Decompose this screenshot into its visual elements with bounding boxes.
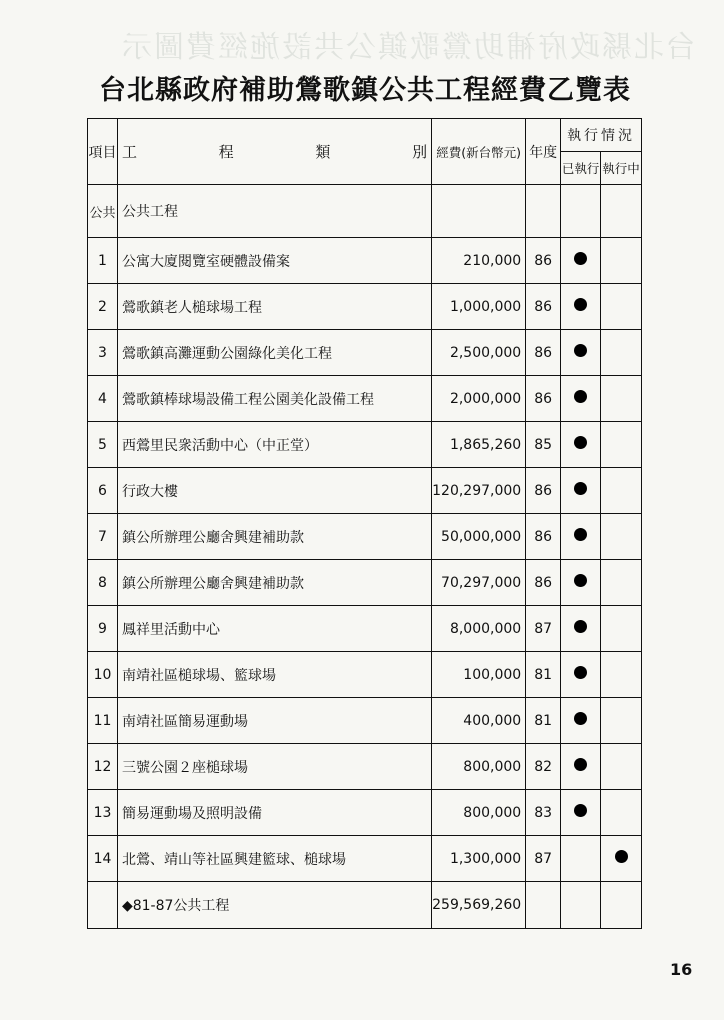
doing-dot-icon (615, 850, 628, 863)
header-name-part: 程 (218, 143, 234, 161)
header-name-part: 工 (121, 143, 137, 161)
row-doing (601, 836, 642, 882)
row-number: 14 (88, 836, 118, 882)
done-dot-icon (574, 252, 587, 265)
empty-cell (601, 185, 642, 238)
done-dot-icon (574, 298, 587, 311)
row-name: 鎮公所辦理公廳舍興建補助款 (117, 560, 431, 606)
row-doing (601, 560, 642, 606)
page-number: 16 (670, 960, 693, 979)
row-done (561, 422, 601, 468)
category-name: 公共工程 (117, 185, 431, 238)
done-dot-icon (574, 344, 587, 357)
done-dot-icon (574, 482, 587, 495)
row-year: 81 (526, 652, 561, 698)
empty-cell (432, 185, 526, 238)
row-done (561, 698, 601, 744)
row-doing (601, 468, 642, 514)
row-done (561, 560, 601, 606)
row-doing (601, 330, 642, 376)
row-amount: 1,300,000 (432, 836, 526, 882)
done-dot-icon (574, 390, 587, 403)
header-doing: 執行中 (601, 152, 642, 185)
table-row (88, 836, 642, 882)
table-row (88, 422, 642, 468)
row-done (561, 514, 601, 560)
header-name-part: 類 (315, 143, 331, 161)
row-doing (601, 422, 642, 468)
row-number: 11 (88, 698, 118, 744)
table-row (88, 238, 642, 284)
row-done (561, 744, 601, 790)
row-name: 鶯歌鎮高灘運動公園綠化美化工程 (117, 330, 431, 376)
total-amount: 259,569,260 (432, 882, 526, 929)
row-number: 7 (88, 514, 118, 560)
empty-cell (88, 882, 118, 929)
row-number: 6 (88, 468, 118, 514)
row-year: 86 (526, 376, 561, 422)
header-name-part: 別 (412, 143, 428, 161)
table-row (88, 606, 642, 652)
row-name: 鎮公所辦理公廳舍興建補助款 (117, 514, 431, 560)
row-done (561, 238, 601, 284)
row-amount: 70,297,000 (432, 560, 526, 606)
header-exec: 執行情況 (561, 119, 642, 152)
row-done (561, 836, 601, 882)
empty-cell (526, 882, 561, 929)
done-dot-icon (574, 436, 587, 449)
row-amount: 210,000 (432, 238, 526, 284)
done-dot-icon (574, 666, 587, 679)
table-row (88, 790, 642, 836)
row-name: 鶯歌鎮棒球場設備工程公園美化設備工程 (117, 376, 431, 422)
row-amount: 120,297,000 (432, 468, 526, 514)
row-name: 行政大樓 (117, 468, 431, 514)
row-doing (601, 606, 642, 652)
row-number: 10 (88, 652, 118, 698)
row-name: 北鶯、靖山等社區興建籃球、槌球場 (117, 836, 431, 882)
row-amount: 1,000,000 (432, 284, 526, 330)
done-dot-icon (574, 804, 587, 817)
table-row (88, 652, 642, 698)
header-amount: 經費(新台幣元) (432, 119, 526, 185)
row-year: 86 (526, 560, 561, 606)
header-done: 已執行 (561, 152, 601, 185)
row-doing (601, 284, 642, 330)
row-done (561, 606, 601, 652)
row-done (561, 330, 601, 376)
table-row (88, 468, 642, 514)
page-title: 台北縣政府補助鶯歌鎮公共工程經費乙覽表 (99, 75, 631, 106)
row-doing (601, 744, 642, 790)
row-doing (601, 790, 642, 836)
row-year: 87 (526, 836, 561, 882)
row-doing (601, 698, 642, 744)
header-item: 項目 (88, 119, 118, 185)
row-amount: 400,000 (432, 698, 526, 744)
done-dot-icon (574, 528, 587, 541)
row-number: 1 (88, 238, 118, 284)
row-number: 4 (88, 376, 118, 422)
row-doing (601, 376, 642, 422)
row-number: 12 (88, 744, 118, 790)
row-name: 三號公園２座槌球場 (117, 744, 431, 790)
row-amount: 2,500,000 (432, 330, 526, 376)
table-row (88, 560, 642, 606)
row-name: 公寓大廈閱覽室硬體設備案 (117, 238, 431, 284)
header-year: 年度 (526, 119, 561, 185)
row-amount: 800,000 (432, 744, 526, 790)
category-row (88, 185, 642, 238)
row-number: 9 (88, 606, 118, 652)
row-done (561, 652, 601, 698)
total-row (88, 882, 642, 929)
done-dot-icon (574, 758, 587, 771)
row-year: 86 (526, 468, 561, 514)
row-number: 3 (88, 330, 118, 376)
row-year: 86 (526, 514, 561, 560)
table-row (88, 376, 642, 422)
ghost-title: 台北縣政府補助鶯歌鎮公共設施經費圖示 (120, 30, 696, 65)
row-year: 83 (526, 790, 561, 836)
row-number: 13 (88, 790, 118, 836)
row-name: 南靖社區槌球場、籃球場 (117, 652, 431, 698)
row-year: 81 (526, 698, 561, 744)
category-no: 公共 (88, 185, 118, 238)
row-done (561, 468, 601, 514)
row-name: 鶯歌鎮老人槌球場工程 (117, 284, 431, 330)
row-doing (601, 652, 642, 698)
row-amount: 2,000,000 (432, 376, 526, 422)
row-name: 簡易運動場及照明設備 (117, 790, 431, 836)
table-row (88, 284, 642, 330)
row-number: 5 (88, 422, 118, 468)
row-year: 82 (526, 744, 561, 790)
row-year: 86 (526, 238, 561, 284)
table-row (88, 330, 642, 376)
row-doing (601, 514, 642, 560)
table-row (88, 698, 642, 744)
table-row (88, 514, 642, 560)
empty-cell (561, 185, 601, 238)
row-year: 86 (526, 284, 561, 330)
expense-table (87, 118, 642, 929)
row-year: 85 (526, 422, 561, 468)
empty-cell (561, 882, 601, 929)
row-amount: 8,000,000 (432, 606, 526, 652)
table-row (88, 744, 642, 790)
row-name: 西鶯里民衆活動中心（中正堂） (117, 422, 431, 468)
empty-cell (526, 185, 561, 238)
done-dot-icon (574, 712, 587, 725)
row-amount: 1,865,260 (432, 422, 526, 468)
row-done (561, 284, 601, 330)
row-number: 8 (88, 560, 118, 606)
done-dot-icon (574, 574, 587, 587)
row-done (561, 376, 601, 422)
row-done (561, 790, 601, 836)
row-doing (601, 238, 642, 284)
empty-cell (601, 882, 642, 929)
row-amount: 50,000,000 (432, 514, 526, 560)
row-year: 86 (526, 330, 561, 376)
row-name: 鳳祥里活動中心 (117, 606, 431, 652)
row-year: 87 (526, 606, 561, 652)
row-number: 2 (88, 284, 118, 330)
header-row (88, 119, 642, 152)
row-amount: 800,000 (432, 790, 526, 836)
header-name (117, 119, 431, 185)
done-dot-icon (574, 620, 587, 633)
total-name: ◆81-87公共工程 (117, 882, 431, 929)
row-amount: 100,000 (432, 652, 526, 698)
row-name: 南靖社區簡易運動場 (117, 698, 431, 744)
